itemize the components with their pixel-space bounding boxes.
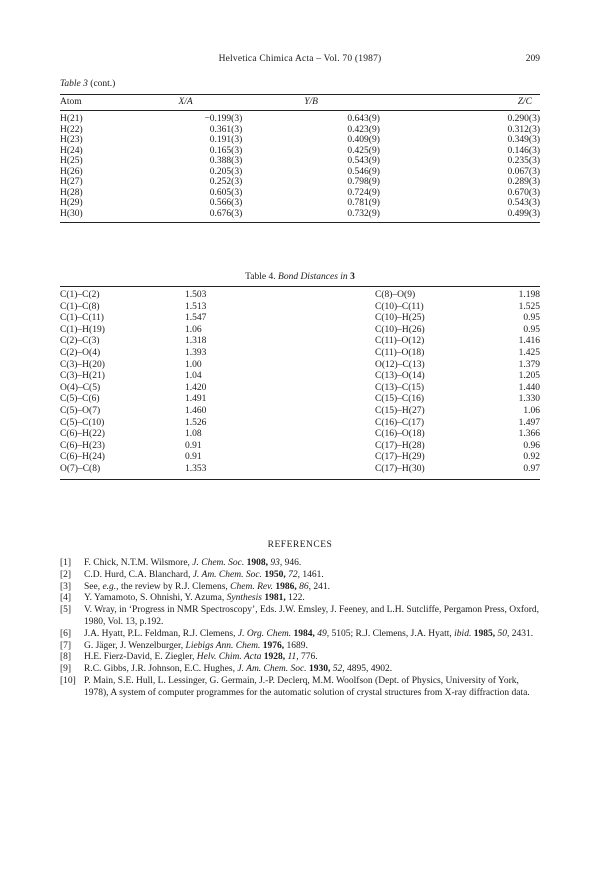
reference-text: 72, <box>288 569 300 580</box>
reference-number: [9] <box>60 664 72 675</box>
distance-cell: 1.497 <box>518 417 540 428</box>
atom-cell: H(25) <box>60 156 83 166</box>
distance-cell: 0.96 <box>523 440 540 451</box>
x-coordinate-cell: −0.199(3) <box>204 114 243 124</box>
bond-cell: C(2)–C(3) <box>60 336 100 347</box>
bond-cell: C(13)–O(14) <box>375 371 425 382</box>
table-row <box>60 383 540 395</box>
bond-cell: C(17)–H(30) <box>375 463 425 474</box>
reference-number: [10] <box>60 675 76 686</box>
reference-item <box>60 582 540 594</box>
reference-text: 2431. <box>509 628 534 639</box>
reference-text: the review by R.J. Clemens, <box>118 581 231 592</box>
bond-cell: C(5)–C(6) <box>60 394 100 405</box>
bond-cell: C(10)–C(11) <box>375 301 424 312</box>
y-coordinate-cell: 0.423(9) <box>347 124 380 135</box>
table3-caption-cont: (cont.) <box>90 79 116 89</box>
y-coordinate-cell: 0.543(9) <box>347 156 380 166</box>
bond-cell: C(2)–O(4) <box>60 347 101 358</box>
bond-cell: C(13)–C(15) <box>375 382 425 393</box>
bond-cell: C(10)–H(25) <box>375 313 425 324</box>
table-row <box>60 452 540 464</box>
reference-text: See, <box>84 581 103 592</box>
distance-cell: 1.525 <box>518 301 540 312</box>
table-row <box>60 156 540 167</box>
y-coordinate-cell: 0.546(9) <box>347 166 380 177</box>
bond-cell: C(16)–C(17) <box>375 417 425 428</box>
table-row <box>60 287 540 302</box>
reference-text: 241. <box>311 581 330 592</box>
atom-cell: H(21) <box>60 114 83 124</box>
z-coordinate-cell: 0.235(3) <box>507 156 540 166</box>
bond-cell: O(12)–C(13) <box>375 359 425 370</box>
reference-text: Helv. Chim. Acta <box>196 652 262 663</box>
table-row <box>60 209 540 223</box>
distance-cell: 1.425 <box>518 347 540 358</box>
reference-text: 1981, <box>264 593 286 604</box>
distance-cell: 1.513 <box>185 301 207 312</box>
reference-text: 1461. <box>299 569 324 580</box>
z-coordinate-cell: 0.349(3) <box>507 135 540 145</box>
reference-text: 1976, <box>262 640 285 651</box>
reference-text: J. Am. Chem. Soc. <box>237 664 307 675</box>
reference-text: 93, <box>270 558 283 568</box>
atom-cell: H(23) <box>60 135 83 145</box>
y-coordinate-cell: 0.781(9) <box>347 198 380 208</box>
bond-cell: C(6)–H(22) <box>60 429 105 440</box>
table-row <box>60 348 540 360</box>
atom-cell: H(26) <box>60 166 83 177</box>
distance-cell: 1.353 <box>185 463 207 474</box>
distance-cell: 1.547 <box>185 313 207 324</box>
bond-cell: O(4)–C(5) <box>60 382 101 393</box>
atom-cell: H(27) <box>60 177 83 187</box>
z-coordinate-cell: 0.146(3) <box>507 145 540 156</box>
bond-cell: C(1)–C(11) <box>60 313 104 324</box>
distance-cell: 1.393 <box>185 347 207 358</box>
reference-text: J. Am. Chem. Soc. <box>192 569 262 580</box>
references-heading: REFERENCES <box>267 540 333 550</box>
y-coordinate-cell: 0.732(9) <box>347 208 380 219</box>
distance-cell: 1.00 <box>185 359 202 370</box>
distance-cell: 0.92 <box>523 452 540 463</box>
y-coordinate-cell: 0.425(9) <box>347 145 380 156</box>
bond-cell: C(11)–O(18) <box>375 347 425 358</box>
table3-header-row <box>60 95 540 111</box>
reference-item <box>60 629 540 641</box>
x-coordinate-cell: 0.676(3) <box>209 208 243 219</box>
bond-cell: C(3)–H(20) <box>60 359 105 370</box>
reference-text: J. Chem. Soc. <box>192 558 245 568</box>
distance-cell: 1.503 <box>185 290 207 300</box>
table-row <box>60 135 540 146</box>
bond-cell: C(17)–H(28) <box>375 440 425 451</box>
reference-number: [4] <box>60 593 72 604</box>
bond-cell: C(5)–O(7) <box>60 405 101 416</box>
x-coordinate-cell: 0.361(3) <box>209 124 243 135</box>
bond-cell: C(10)–H(26) <box>375 324 425 335</box>
atom-cell: H(22) <box>60 124 83 135</box>
bond-cell: C(1)–C(2) <box>60 290 100 300</box>
reference-item <box>60 652 540 664</box>
table-row <box>60 125 540 136</box>
x-coordinate-cell: 0.252(3) <box>209 177 243 187</box>
reference-number: [8] <box>60 652 72 663</box>
y-coordinate-cell: 0.724(9) <box>347 187 380 198</box>
distance-cell: 1.416 <box>518 336 540 347</box>
distance-cell: 0.91 <box>185 440 202 451</box>
y-coordinate-cell: 0.409(9) <box>347 135 380 145</box>
x-coordinate-cell: 0.191(3) <box>209 135 243 145</box>
reference-text: e.g., <box>102 581 119 592</box>
reference-text: J. Org. Chem. <box>237 628 292 639</box>
distance-cell: 1.08 <box>185 429 202 440</box>
distance-cell: 1.198 <box>518 290 540 300</box>
reference-text: ibid. <box>454 628 472 639</box>
distance-cell: 1.318 <box>185 336 207 347</box>
reference-text: J.A. Hyatt, P.L. Feldman, R.J. Clemens, <box>84 628 238 639</box>
running-header <box>60 54 540 68</box>
column-header-y: Y/B <box>242 95 380 111</box>
bond-cell: C(6)–H(24) <box>60 452 105 463</box>
reference-text: Liebigs Ann. Chem. <box>185 640 261 651</box>
reference-text: 1986, <box>275 581 297 592</box>
reference-number: [7] <box>60 640 72 651</box>
reference-item <box>60 605 540 629</box>
distance-cell: 1.379 <box>518 359 540 370</box>
table4-body <box>60 287 540 480</box>
reference-number: [1] <box>60 558 72 568</box>
table4-bond-distances <box>60 286 540 480</box>
bond-cell: C(16)–O(18) <box>375 429 425 440</box>
reference-item <box>60 641 540 653</box>
reference-item <box>60 676 540 700</box>
table-row <box>60 441 540 453</box>
bond-cell: C(15)–C(16) <box>375 394 425 405</box>
reference-text: R.C. Gibbs, J.R. Johnson, E.C. Hughes, <box>84 664 238 675</box>
reference-item <box>60 664 540 676</box>
reference-text: 4895, 4902. <box>344 664 393 675</box>
z-coordinate-cell: 0.543(3) <box>507 198 540 208</box>
bond-cell: C(17)–H(29) <box>375 452 425 463</box>
table-row <box>60 429 540 441</box>
distance-cell: 1.06 <box>185 324 202 335</box>
table-row <box>60 188 540 199</box>
reference-text: 1984, <box>293 628 315 639</box>
reference-text: 1930, <box>308 664 331 675</box>
atom-cell: H(30) <box>60 208 83 219</box>
reference-text: 49, <box>317 628 330 639</box>
distance-cell: 1.491 <box>185 394 207 405</box>
reference-number: [6] <box>60 628 72 639</box>
reference-text: 52, <box>332 664 345 675</box>
table-row <box>60 146 540 157</box>
table4-caption-compound: 3 <box>350 272 355 282</box>
distance-cell: 0.95 <box>523 324 540 335</box>
distance-cell: 0.97 <box>523 463 540 474</box>
table3-caption <box>60 79 115 89</box>
distance-cell: 1.460 <box>185 405 207 416</box>
x-coordinate-cell: 0.205(3) <box>209 166 243 177</box>
table-row <box>60 336 540 348</box>
reference-text: 776. <box>298 652 318 663</box>
table-row <box>60 111 540 125</box>
reference-text: Y. Yamamoto, S. Ohnishi, Y. Azuma, <box>84 593 227 604</box>
reference-text: 86, <box>299 581 311 592</box>
reference-number: [5] <box>60 605 72 616</box>
table-row <box>60 418 540 430</box>
reference-text: G. Jäger, J. Wenzelburger, <box>84 640 186 651</box>
reference-text: C.D. Hurd, C.A. Blanchard, <box>84 569 193 580</box>
distance-cell: 1.06 <box>523 405 540 416</box>
reference-number: [2] <box>60 569 72 580</box>
table4-caption-prefix: Table 4. <box>245 272 276 282</box>
x-coordinate-cell: 0.165(3) <box>209 145 243 156</box>
y-coordinate-cell: 0.643(9) <box>347 114 380 124</box>
table-row <box>60 360 540 372</box>
reference-text: P. Main, S.E. Hull, L. Lessinger, G. Germain, J.-P. Declerq, M.M. Woolfson (Dept. of Physics, University of York, 1978), A system of computer programmes for the automatic solution of crystal structures from X-ray diffraction data. <box>84 675 530 698</box>
reference-text: 1908, <box>246 558 269 568</box>
table4-caption <box>0 272 600 282</box>
distance-cell: 1.205 <box>518 371 540 382</box>
x-coordinate-cell: 0.605(3) <box>209 187 243 198</box>
column-header-atom: Atom <box>60 95 129 111</box>
bond-cell: C(3)–H(21) <box>60 371 105 382</box>
table3-caption-label: Table 3 <box>60 79 88 89</box>
table-row <box>60 198 540 209</box>
reference-text: H.E. Fierz-David, E. Ziegler, <box>84 652 197 663</box>
table3-body <box>60 111 540 223</box>
table-row <box>60 177 540 188</box>
distance-cell: 0.91 <box>185 452 202 463</box>
bond-cell: C(6)–H(23) <box>60 440 105 451</box>
reference-text: F. Chick, N.T.M. Wilsmore, <box>84 558 193 568</box>
journal-title: Helvetica Chimica Acta – Vol. 70 (1987) <box>218 54 382 64</box>
y-coordinate-cell: 0.798(9) <box>347 177 380 187</box>
distance-cell: 1.526 <box>185 417 207 428</box>
table-row <box>60 394 540 406</box>
x-coordinate-cell: 0.388(3) <box>209 156 243 166</box>
table3-coordinates <box>60 94 540 223</box>
reference-text: 122. <box>285 593 305 604</box>
distance-cell: 1.366 <box>518 429 540 440</box>
atom-cell: H(29) <box>60 198 83 208</box>
distance-cell: 0.95 <box>523 313 540 324</box>
distance-cell: 1.04 <box>185 371 202 382</box>
bond-cell: C(11)–O(12) <box>375 336 425 347</box>
page-number: 209 <box>525 54 540 64</box>
reference-item <box>60 558 540 570</box>
table-row <box>60 302 540 314</box>
z-coordinate-cell: 0.290(3) <box>507 114 540 124</box>
reference-text: 1985, <box>473 628 496 639</box>
column-header-x: X/A <box>129 95 242 111</box>
z-coordinate-cell: 0.289(3) <box>507 177 540 187</box>
distance-cell: 1.440 <box>518 382 540 393</box>
reference-text: 50, <box>497 628 510 639</box>
bond-cell: C(1)–C(8) <box>60 301 100 312</box>
table-row <box>60 371 540 383</box>
bond-cell: C(1)–H(19) <box>60 324 105 335</box>
reference-text: 5105; R.J. Clemens, J.A. Hyatt, <box>329 628 455 639</box>
bond-cell: C(8)–O(9) <box>375 290 416 300</box>
column-header-z: Z/C <box>380 95 540 111</box>
atom-cell: H(28) <box>60 187 83 198</box>
table-row <box>60 325 540 337</box>
reference-text: 946. <box>282 558 302 568</box>
reference-text: Chem. Rev. <box>230 581 273 592</box>
references-list <box>60 558 540 700</box>
reference-text: 1689. <box>284 640 308 651</box>
table-row <box>60 464 540 479</box>
reference-text: V. Wray, in ‘Progress in NMR Spectroscopy’, Eds. J.W. Emsley, J. Feeney, and L.H. Sutcliffe, Pergamon Press, Oxford, 1980, Vol. 13, p.192. <box>84 605 540 627</box>
bond-cell: C(15)–H(27) <box>375 405 425 416</box>
reference-item <box>60 570 540 582</box>
reference-number: [3] <box>60 581 72 592</box>
reference-text: Synthesis <box>226 593 262 604</box>
table4-caption-title: Bond Distances in <box>278 272 348 282</box>
x-coordinate-cell: 0.566(3) <box>209 198 243 208</box>
table-row <box>60 167 540 178</box>
bond-cell: C(5)–C(10) <box>60 417 105 428</box>
z-coordinate-cell: 0.670(3) <box>507 187 540 198</box>
table-row <box>60 313 540 325</box>
z-coordinate-cell: 0.067(3) <box>507 166 540 177</box>
reference-text: 1928, <box>263 652 286 663</box>
reference-text: 1950, <box>264 569 286 580</box>
distance-cell: 1.330 <box>518 394 540 405</box>
atom-cell: H(24) <box>60 145 83 156</box>
bond-cell: O(7)–C(8) <box>60 463 101 474</box>
reference-item <box>60 593 540 605</box>
z-coordinate-cell: 0.499(3) <box>507 208 540 219</box>
z-coordinate-cell: 0.312(3) <box>507 124 540 135</box>
table-row <box>60 406 540 418</box>
distance-cell: 1.420 <box>185 382 207 393</box>
reference-text: 11, <box>287 652 299 663</box>
